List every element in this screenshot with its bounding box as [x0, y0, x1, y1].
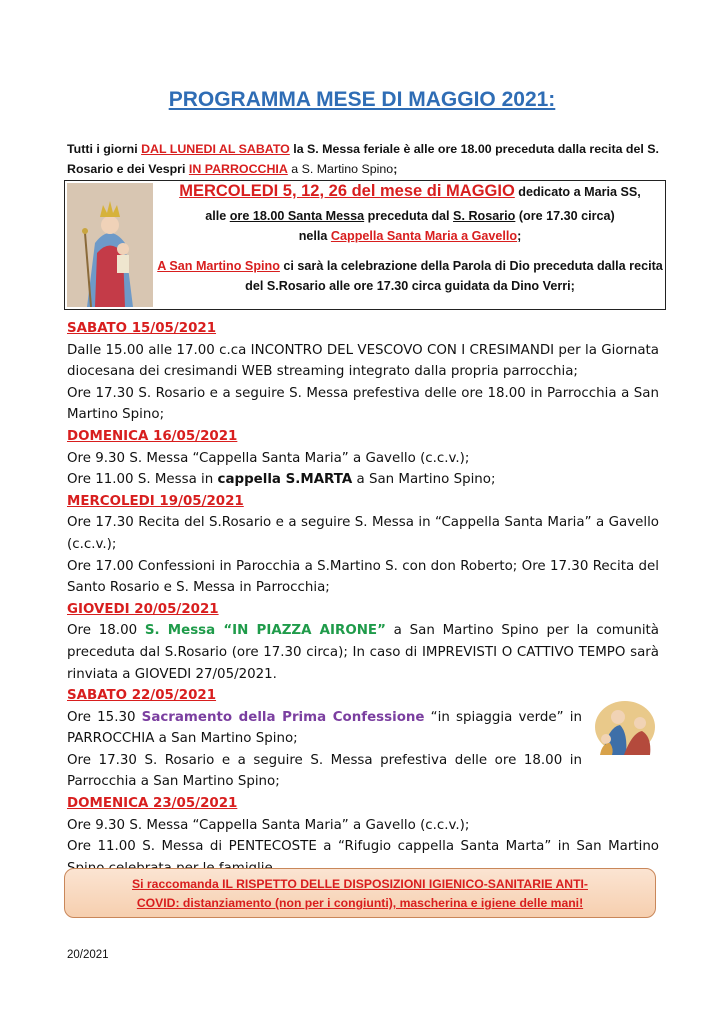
schedule-text: Ore 11.00 S. Messa in [67, 472, 218, 488]
schedule-item [67, 620, 659, 685]
box-text-part: nella [298, 229, 331, 243]
schedule-item: Ore 17.30 S. Rosario e a seguire S. Messa prefestiva delle ore 18.00 in Parrocchia a San Martino Spino; [67, 752, 582, 790]
schedule-item: Ore 17.00 Confessioni in Parocchia a S.Martino S. con don Roberto; Ore 17.30 Recita del Santo Rosario e S. Messa in Parrocchia; [67, 558, 659, 596]
dedicated-text: dedicato a Maria SS, [514, 185, 641, 199]
wednesday-dates: MERCOLEDI 5, 12, 26 del mese di MAGGIO [179, 182, 515, 200]
day-heading: MERCOLEDI 19/05/2021 [67, 493, 244, 509]
mass-time: ore 18.00 Santa Messa [229, 209, 365, 223]
chapel-smarta: cappella S.MARTA [217, 472, 353, 488]
schedule-item: Ore 11.00 S. Messa di PENTECOSTE a “Rifugio cappella Santa Marta” in San Martino [67, 839, 659, 855]
schedule-item: Ore 17.30 S. Rosario e a seguire S. Messa prefestiva delle ore 18.00 in Parrocchia a San Martino Spino; [67, 385, 659, 423]
box-text-part: (ore 17.30 circa) [515, 209, 615, 223]
schedule-item: Ore 9.30 S. Messa “Cappella Santa Maria” a Gavello (c.c.v.); [67, 450, 470, 466]
schedule-text: a San Martino Spino per la comunità preceduta dal S.Rosario (ore 17.30 circa); In caso di IMPREVISTI O CATTIVO TEMPO sarà rinviata a GIOVEDI 27/05/2021. [67, 623, 659, 682]
wednesday-box [64, 180, 666, 310]
rosary: S. Rosario [453, 209, 516, 223]
intro-place: a S. Martino Spino [287, 162, 394, 176]
intro-text: la S. Messa feriale è alle ore 18.00 preceduta dalla recita del S. Rosario e dei Vespri [67, 142, 659, 176]
box-text-part: ; [517, 229, 522, 243]
box-text-part: preceduta dal [364, 209, 454, 223]
page-number: 20/2021 [67, 949, 109, 961]
schedule-item: Ore 17.30 Recita del S.Rosario e a seguire S. Messa in “Cappella Santa Maria” a Gavello (c.c.v.); [67, 515, 659, 552]
intro-parrocchia: IN PARROCCHIA [188, 162, 288, 176]
word-celebration-text: ci sarà la celebrazione della Parola di Dio preceduta dalla recita del S.Rosario alle ore 17.30 circa guidata da Dino Verri; [245, 259, 663, 293]
page-title: PROGRAMMA MESE DI MAGGIO 2021: [168, 88, 556, 111]
schedule-text: Ore 15.30 [67, 709, 142, 725]
chapel-name: Cappella Santa Maria a Gavello [330, 229, 518, 243]
piazza-airone-mass: S. Messa “IN PIAZZA AIRONE” [144, 623, 386, 639]
day-heading: SABATO 15/05/2021 [67, 321, 217, 336]
day-heading: DOMENICA 16/05/2021 [67, 428, 238, 444]
schedule-item: Dalle 15.00 alle 17.00 c.ca INCONTRO DEL VESCOVO CON I CRESIMANDI per la Giornata diocesana dei cresimandi WEB streaming integrato dalla propria parrocchia; [67, 342, 659, 380]
schedule-item: Ore 9.30 S. Messa “Cappella Santa Maria” a Gavello (c.c.v.); [67, 817, 470, 833]
schedule [67, 318, 659, 879]
notice-line: COVID: distanziamento (non per i congiunti), mascherina e igiene delle mani! [136, 896, 584, 910]
confession-image [592, 697, 658, 757]
day-heading: SABATO 22/05/2021 [67, 688, 217, 704]
schedule-item [67, 707, 582, 750]
first-confession: Sacramento della Prima Confessione [141, 709, 425, 725]
covid-notice [64, 868, 656, 918]
box-text-part: alle [205, 209, 230, 223]
san-martino-label: A San Martino Spino [157, 259, 280, 273]
schedule-text: a San Martino Spino; [352, 472, 496, 488]
intro-days: DAL LUNEDI AL SABATO [141, 142, 290, 156]
schedule-text: “in spiaggia verde” in PARROCCHIA a San Martino Spino; [67, 709, 582, 747]
intro-end: ; [393, 162, 398, 176]
box-text [157, 181, 663, 296]
intro-paragraph [67, 139, 662, 179]
intro-text: Tutti i giorni [67, 142, 142, 156]
notice-line: Si raccomanda IL RISPETTO DELLE DISPOSIZIONI IGIENICO-SANITARIE ANTI- [132, 877, 588, 891]
schedule-item [67, 469, 659, 491]
madonna-image [67, 183, 153, 307]
schedule-text: Ore 18.00 [67, 623, 145, 639]
day-heading: DOMENICA 23/05/2021 [67, 796, 238, 812]
day-heading: GIOVEDI 20/05/2021 [67, 601, 219, 617]
